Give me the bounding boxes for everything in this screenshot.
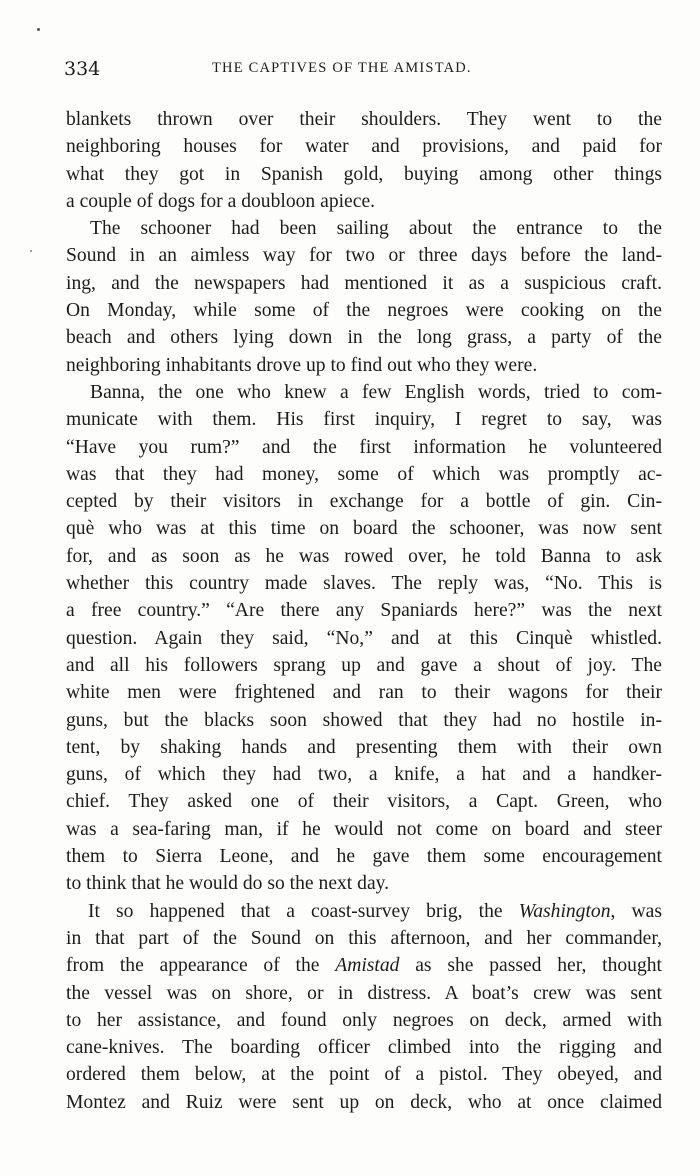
running-title: THE CAPTIVES OF THE AMISTAD. [212,60,472,76]
page-number: 334 [64,58,101,80]
text-line: què who was at this time on board the schooner, was now sent [66,518,662,540]
page-header [64,58,660,88]
ship-name-amistad: Amistad [335,955,400,977]
text-line: neighboring inhabitants drove up to find out who they were. [66,354,538,376]
text-line: tent, by shaking hands and presenting them with their own [66,736,662,758]
text-line: Sound in an aimless way for two or three days before the land- [66,245,662,267]
text-line: them to Sierra Leone, and he gave them some encouragement [66,846,662,868]
paragraph-start-line [66,898,662,925]
body-text [66,106,662,1116]
text-line: the vessel was on shore, or in distress. A boat’s crew was sent [66,982,662,1004]
paragraph-start-line: The schooner had been sailing about the entrance to the [90,218,662,240]
text-line: Montez and Ruiz were sent up on deck, who at once claimed [66,1091,662,1113]
text-line: question. Again they said, “No,” and at this Cinquè whistled. [66,627,662,649]
text-line: cepted by their visitors in exchange for a bottle of gin. Cin- [66,491,662,513]
text-line: cane-knives. The boarding officer climbed into the rigging and [66,1037,662,1059]
ship-name-washington: Washington [518,900,611,922]
text-segment: from the appearance of the [66,955,336,977]
text-line: and all his followers sprang up and gave a shout of joy. The [66,654,662,676]
text-line: what they got in Spanish gold, buying among other things [66,163,662,185]
text-line: “Have you rum?” and the first information he volunteered [66,436,662,458]
text-line: neighboring houses for water and provisions, and paid for [66,136,662,158]
text-line: a couple of dogs for a doubloon apiece. [66,190,376,212]
text-line: for, and as soon as he was rowed over, he told Banna to ask [66,545,662,567]
text-segment: , was [610,900,662,922]
text-line: a free country.” “Are there any Spaniards here?” was the next [66,600,662,622]
text-line [66,952,662,979]
text-line: municate with them. His first inquiry, I regret to say, was [66,409,662,431]
text-line: in that part of the Sound on this afternoon, and her commander, [66,927,662,949]
text-line: to her assistance, and found only negroes on deck, armed with [66,1009,662,1031]
text-line: was a sea-faring man, if he would not come on board and steer [66,818,662,840]
text-line: to think that he would do so the next day. [66,873,390,895]
ink-speck [30,250,32,252]
text-line: guns, but the blacks soon showed that they had no hostile in- [66,709,662,731]
text-line: white men were frightened and ran to their wagons for their [66,682,662,704]
text-line: On Monday, while some of the negroes were cooking on the [66,300,662,322]
text-segment: as she passed her, thought [399,955,662,977]
text-line: was that they had money, some of which was promptly ac- [66,463,662,485]
paragraph-start-line: Banna, the one who knew a few English words, tried to com- [90,381,662,403]
text-segment: It so happened that a coast-survey brig, the [88,900,519,922]
text-line: guns, of which they had two, a knife, a hat and a handker- [66,764,662,786]
text-line: blankets thrown over their shoulders. They went to the [66,109,662,130]
text-line: whether this country made slaves. The reply was, “No. This is [66,573,662,595]
text-line: ing, and the newspapers had mentioned it as a suspicious craft. [66,272,662,294]
text-line: chief. They asked one of their visitors, a Capt. Green, who [66,791,662,813]
ink-speck [37,28,40,31]
text-line: beach and others lying down in the long grass, a party of the [66,327,662,349]
text-line: ordered them below, at the point of a pistol. They obeyed, and [66,1064,662,1086]
